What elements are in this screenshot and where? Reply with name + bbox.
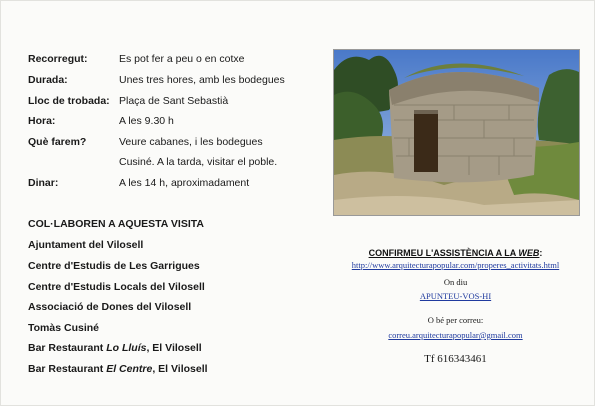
confirm-heading-colon: : [539,248,543,258]
detail-label: Lloc de trobada: [28,95,110,107]
collaborator-location: , El Vilosell [152,363,208,375]
collaborator-item [28,239,143,251]
collaborator-item [28,363,208,375]
collaborator-venue-name: El Centre [106,363,153,375]
collaborator-item [28,342,202,354]
detail-label: Hora: [28,115,56,127]
collaborator-item [28,322,99,334]
confirm-heading-web: WEB [518,248,540,258]
detail-value: Es pot fer a peu o en cotxe [119,53,245,65]
collaborator-item [28,260,200,272]
collaborator-name: Bar Restaurant [28,342,107,354]
collaborator-name: Tomàs Cusiné [28,322,99,334]
stone-hut-photo [333,49,580,216]
collaborator-item [28,301,191,313]
activities-url-row [333,260,578,270]
detail-label: Què farem? [28,136,87,148]
detail-value: Unes tres hores, amb les bodegues [119,74,285,86]
activities-url-link[interactable]: http://www.arquitecturapopular.com/properes_activitats.html [351,260,560,270]
detail-value: Plaça de Sant Sebastià [119,95,229,107]
collaborator-name: Associació de Dones del Vilosell [28,301,192,313]
confirm-heading [333,243,578,261]
email-row [333,330,578,340]
confirm-heading-text: CONFIRMEU L'ASSISTÈNCIA A LA [368,248,519,258]
detail-value: A les 9.30 h [119,115,174,127]
apunteu-link[interactable]: APUNTEU-VOS-HI [419,291,492,301]
detail-value: Cusiné. A la tarda, visitar el poble. [119,156,278,168]
collaborator-location: , El Vilosell [146,342,202,354]
email-link[interactable]: correu.arquitecturapopular@gmail.com [388,330,523,340]
collaborator-venue-name: Lo Lluís [106,342,147,354]
stone-hut-illustration [334,50,579,215]
on-diu-text: On diu [443,277,468,287]
detail-value: A les 14 h, aproximadament [119,177,250,189]
collaborator-name: Centre d'Estudis Locals del Vilosell [28,281,205,293]
collaborator-name: Centre d'Estudis de Les Garrigues [28,260,200,272]
detail-label: Durada: [28,74,68,86]
collaborators-heading: COL·LABOREN A AQUESTA VISITA [28,218,204,230]
collaborator-name: Ajuntament del Vilosell [28,239,144,251]
detail-label: Dinar: [28,177,59,189]
detail-label: Recorregut: [28,53,88,65]
apunteu-row [333,291,578,301]
collaborator-name: Bar Restaurant [28,363,107,375]
o-be-text: O bé per correu: [427,315,484,325]
phone-number: Tf 616343461 [424,353,487,365]
collaborator-item [28,281,205,293]
detail-value: Veure cabanes, i les bodegues [119,136,263,148]
